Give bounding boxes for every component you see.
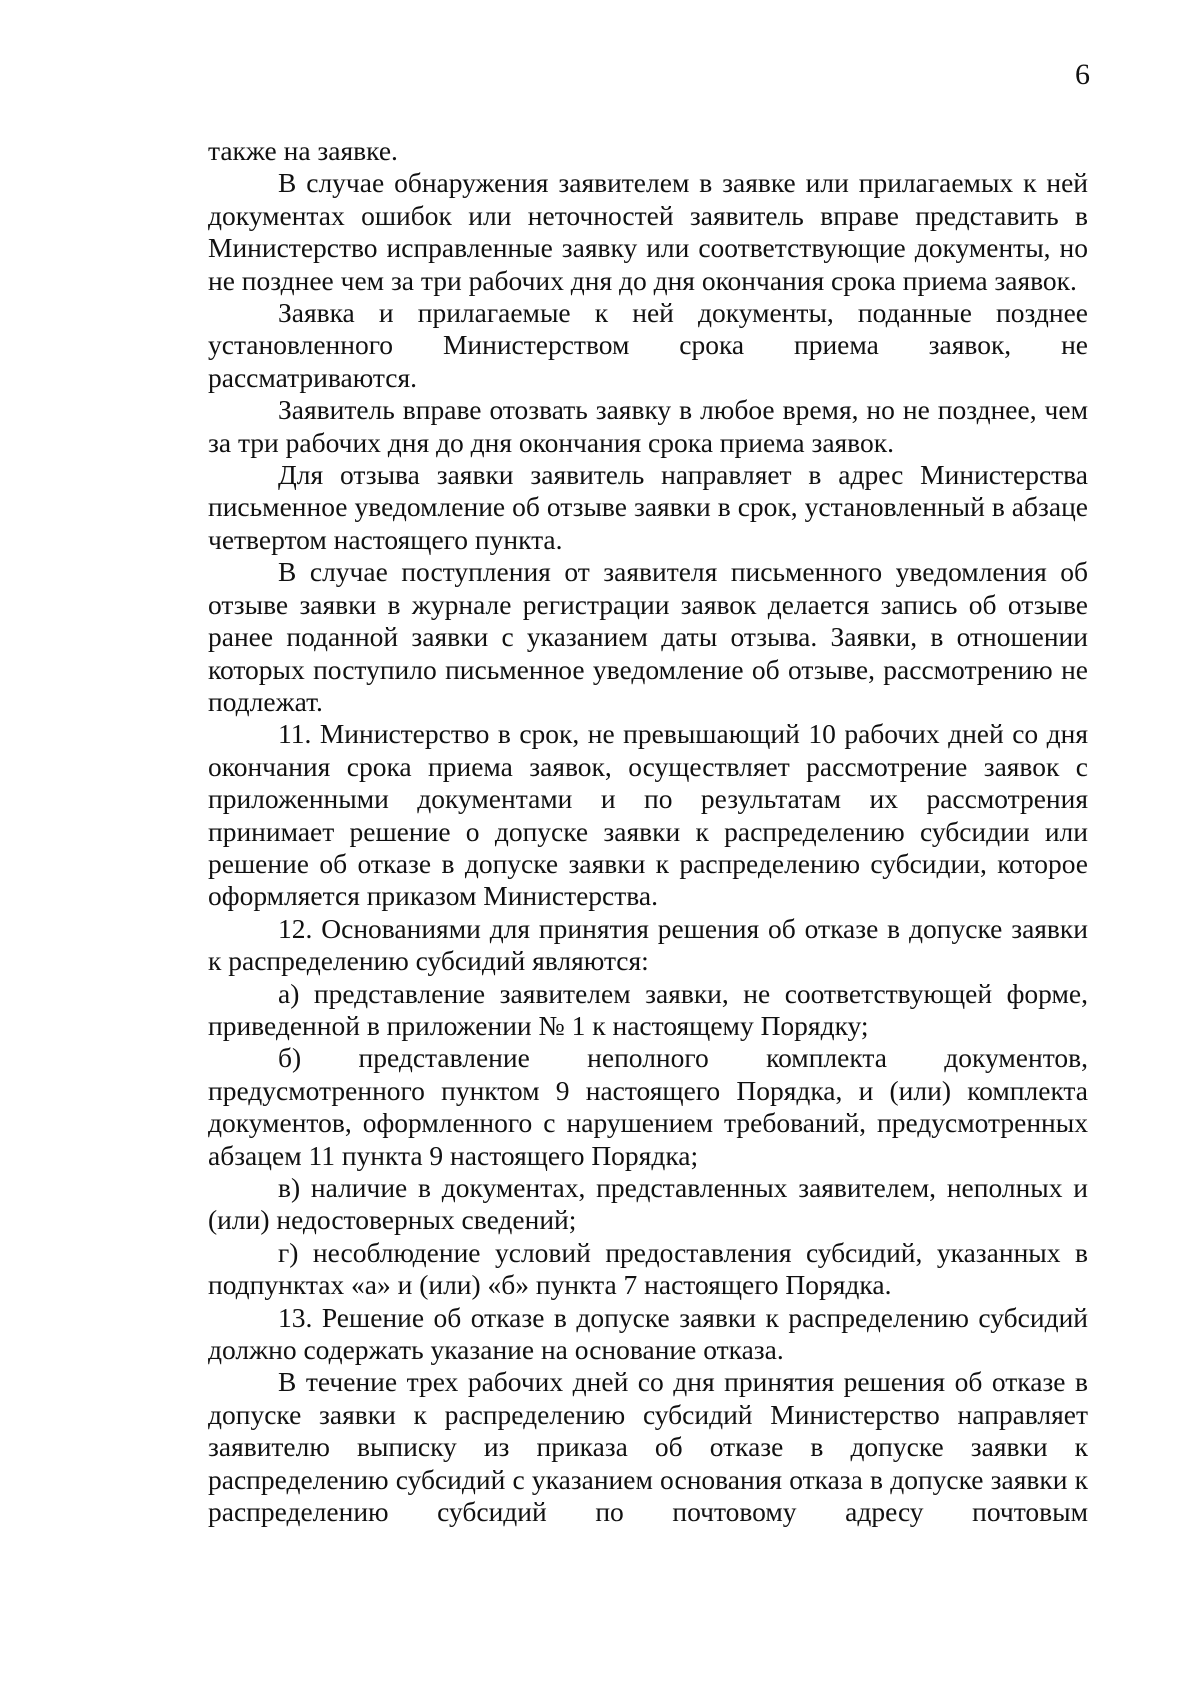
paragraph-subitem-g: г) несоблюдение условий предоставления субсидий, указанных в подпунктах «а» и (или) «б» пункта 7 настоящего Порядка. xyxy=(208,1236,1088,1301)
paragraph-withdrawal-notice: Для отзыва заявки заявитель направляет в адрес Министерства письменное уведомление об отзыве заявки в срок, установленный в абзаце четвертом настоящего пункта. xyxy=(208,459,1088,555)
paragraph-late-applications: Заявка и прилагаемые к ней документы, поданные позднее установленного Министерством срока приема заявок, не рассматриваются. xyxy=(208,297,1088,393)
page-number: 6 xyxy=(1075,58,1090,91)
paragraph-item-12: 12. Основаниями для принятия решения об отказе в допуске заявки к распределению субсидий являются: xyxy=(208,912,1088,977)
paragraph-error-correction: В случае обнаружения заявителем в заявке или прилагаемых к ней документах ошибок или неточностей заявитель вправе представить в Министерство исправленные заявку или соответствующие документы, но не позднее чем за три рабочих дня до дня окончания срока приема заявок. xyxy=(208,167,1088,296)
paragraph-continuation: также на заявке. xyxy=(208,135,398,166)
paragraph-subitem-a: а) представление заявителем заявки, не соответствующей форме, приведенной в приложении № 1 к настоящему Порядку; xyxy=(208,977,1088,1041)
paragraph-subitem-v: в) наличие в документах, представленных заявителем, неполных и (или) недостоверных сведений; xyxy=(208,1172,1088,1236)
paragraph-item-13: 13. Решение об отказе в допуске заявки к распределению субсидий должно содержать указание на основание отказа. xyxy=(208,1301,1088,1366)
paragraph-subitem-b: б) представление неполного комплекта документов, предусмотренного пунктом 9 настоящего Порядка, и (или) комплекта документов, оформленного с нарушением требований, предусмотренных абзацем 11 пункта 9 настоящего Порядка; xyxy=(208,1042,1088,1171)
paragraph-withdrawal-record: В случае поступления от заявителя письменного уведомления об отзыве заявки в журнале регистрации заявок делается запись об отзыве ранее поданной заявки с указанием даты отзыва. Заявки, в отношении которых поступило письменное уведомление об отзыве, рассмотрению не подлежат. xyxy=(208,556,1088,717)
paragraph-withdrawal-right: Заявитель вправе отозвать заявку в любое время, но не позднее, чем за три рабочих дня до дня окончания срока приема заявок. xyxy=(208,394,1088,458)
document-body xyxy=(208,135,1088,1528)
paragraph-refusal-notice: В течение трех рабочих дней со дня принятия решения об отказе в допуске заявки к распределению субсидий Министерство направляет заявителю выписку из приказа об отказе в допуске заявки к распределению субсидий с указанием основания отказа в допуске заявки к распределению субсидий по почтовому адресу почтовым xyxy=(208,1366,1088,1528)
paragraph-item-11: 11. Министерство в срок, не превышающий 10 рабочих дней со дня окончания срока приема заявок, осуществляет рассмотрение заявок с приложенными документами и по результатам их рассмотрения принимает решение о допуске заявки к распределению субсидии или решение об отказе в допуске заявки к распределению субсидии, которое оформляется приказом Министерства. xyxy=(208,718,1088,912)
